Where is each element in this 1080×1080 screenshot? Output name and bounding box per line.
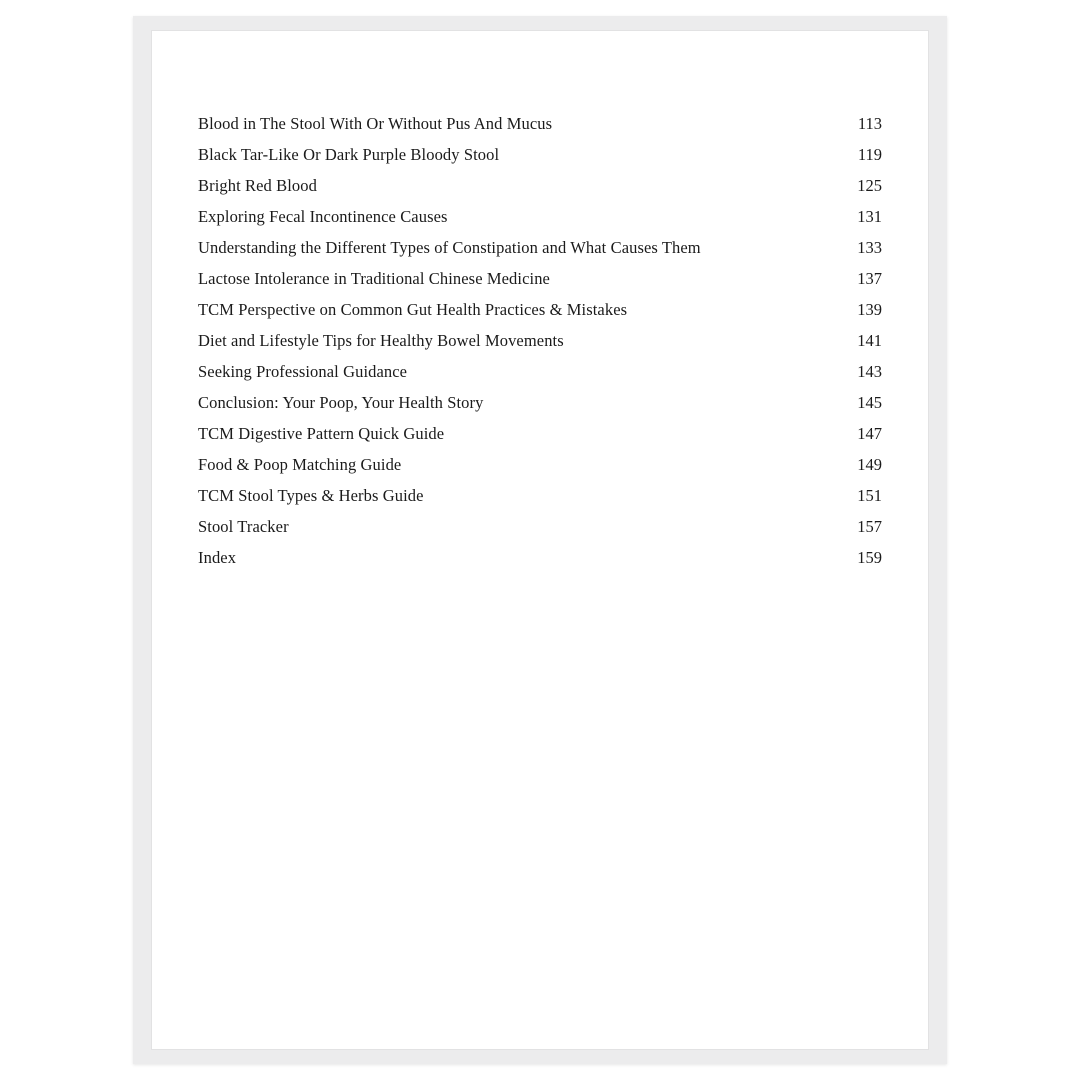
toc-entry-page: 145 [857, 393, 882, 412]
toc-entry-title: Understanding the Different Types of Constipation and What Causes Them [198, 238, 701, 257]
list-item[interactable] [198, 542, 882, 573]
list-item[interactable] [198, 480, 882, 511]
table-of-contents [198, 108, 882, 573]
toc-entry-title: Stool Tracker [198, 517, 289, 536]
list-item[interactable] [198, 232, 882, 263]
list-item[interactable] [198, 263, 882, 294]
toc-entry-title: Seeking Professional Guidance [198, 362, 408, 381]
list-item[interactable] [198, 108, 882, 139]
toc-entry-title: Black Tar-Like Or Dark Purple Bloody Stool [198, 145, 500, 164]
toc-entry-page: 157 [857, 517, 882, 536]
list-item[interactable] [198, 294, 882, 325]
toc-entry-page: 147 [857, 424, 882, 443]
list-item[interactable] [198, 387, 882, 418]
toc-entry-page: 159 [857, 548, 882, 567]
list-item[interactable] [198, 356, 882, 387]
toc-entry-page: 139 [857, 300, 882, 319]
list-item[interactable] [198, 201, 882, 232]
list-item[interactable] [198, 170, 882, 201]
list-item[interactable] [198, 511, 882, 542]
toc-entry-page: 133 [857, 238, 882, 257]
toc-entry-page: 113 [857, 114, 882, 133]
toc-entry-page: 141 [857, 331, 882, 350]
toc-entry-page: 143 [857, 362, 882, 381]
toc-entry-title: TCM Digestive Pattern Quick Guide [198, 424, 445, 443]
toc-entry-title: Diet and Lifestyle Tips for Healthy Bowel Movements [198, 331, 564, 350]
list-item[interactable] [198, 139, 882, 170]
toc-entry-title: Conclusion: Your Poop, Your Health Story [198, 393, 484, 412]
list-item[interactable] [198, 418, 882, 449]
toc-entry-title: TCM Stool Types & Herbs Guide [198, 486, 424, 505]
toc-entry-title: Bright Red Blood [198, 176, 317, 195]
toc-entry-title: Food & Poop Matching Guide [198, 455, 402, 474]
toc-entry-page: 125 [857, 176, 882, 195]
toc-entry-title: Lactose Intolerance in Traditional Chinese Medicine [198, 269, 550, 288]
list-item[interactable] [198, 325, 882, 356]
document-page [152, 31, 928, 1049]
toc-entry-title: Blood in The Stool With Or Without Pus And Mucus [198, 114, 553, 133]
toc-entry-page: 149 [857, 455, 882, 474]
toc-entry-page: 137 [857, 269, 882, 288]
toc-entry-page: 131 [857, 207, 882, 226]
toc-entry-title: TCM Perspective on Common Gut Health Practices & Mistakes [198, 300, 628, 319]
toc-entry-page: 151 [857, 486, 882, 505]
toc-entry-page: 119 [857, 145, 882, 164]
list-item[interactable] [198, 449, 882, 480]
toc-entry-title: Exploring Fecal Incontinence Causes [198, 207, 448, 226]
toc-entry-title: Index [198, 548, 237, 567]
